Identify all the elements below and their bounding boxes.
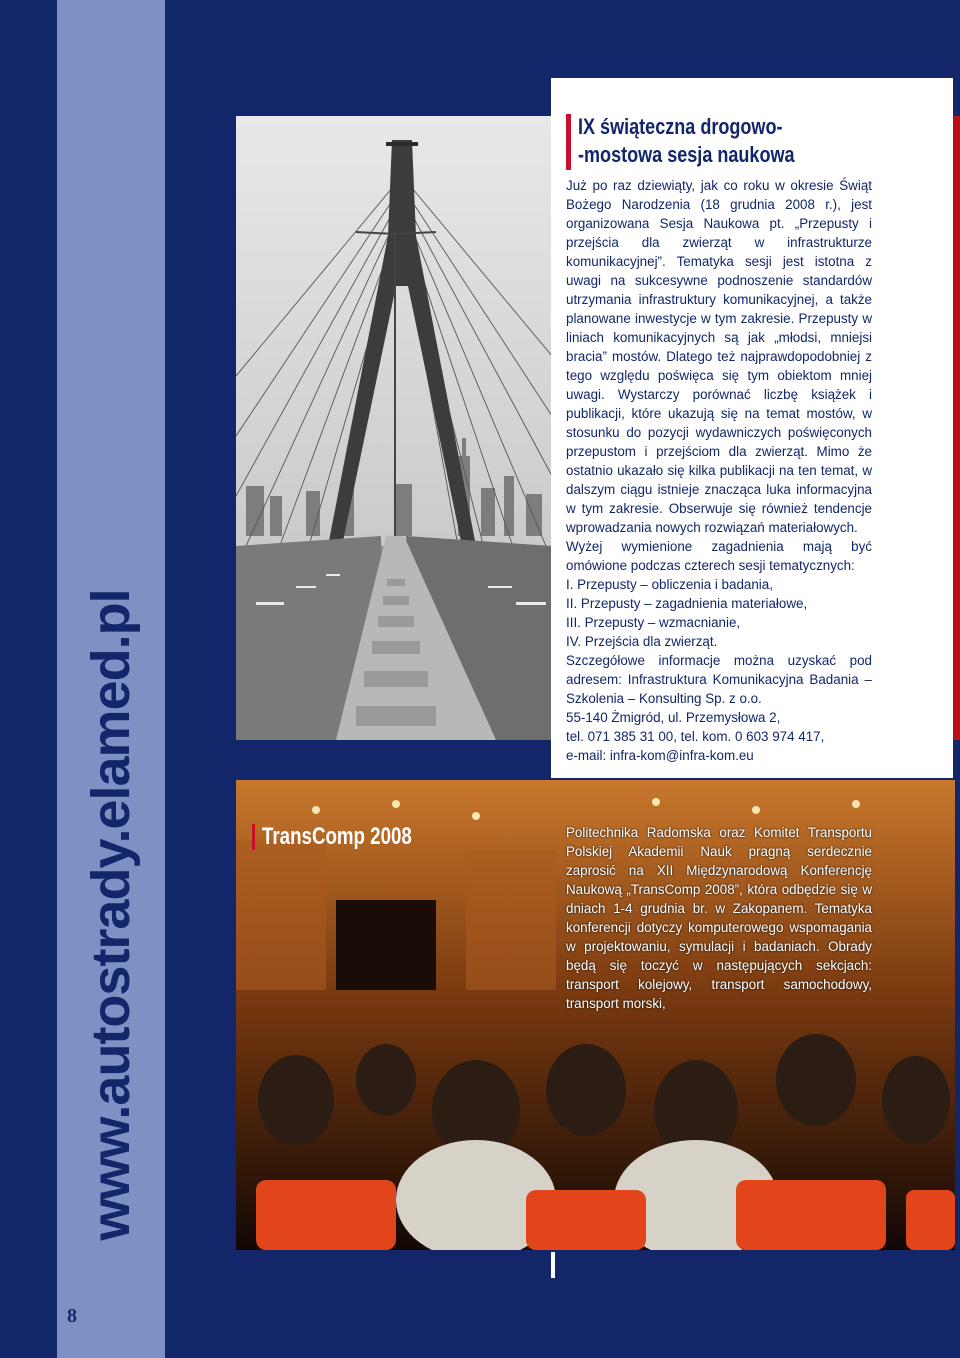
article-paragraph: tel. 071 385 31 00, tel. kom. 0 603 974 417, [566, 729, 825, 744]
page-number: 8 [67, 1305, 77, 1327]
transcomp-body [566, 823, 872, 1013]
column-divider-bottom [551, 1252, 555, 1278]
article-body [566, 176, 872, 765]
bridge-illustration [236, 116, 552, 740]
bridge-photo [236, 116, 552, 740]
article-title-line2: -mostowa sesja naukowa [578, 142, 795, 167]
transcomp-accent-bar [252, 824, 255, 850]
article-paragraph: Wyżej wymienione zagadnienia mają być omówione podczas czterech sesji tematycznych: [566, 539, 872, 573]
website-url[interactable]: www.autostrady.elamed.pl [81, 589, 141, 1241]
article-email[interactable]: e-mail: infra-kom@infra-kom.eu [566, 748, 754, 763]
article-paragraph: 55-140 Żmigród, ul. Przemysłowa 2, [566, 710, 781, 725]
transcomp-paragraph: Politechnika Radomska oraz Komitet Transportu Polskiej Akademii Nauk pragną serdecznie zaprosić na XII Międzynarodową Konferencję Naukową „TransComp 2008”, która odbędzie się w dniach 1-4 grudnia br. w Zakopanem. Tematyka konferencji dotyczy komputerowego wspomagania w projektowaniu, symulacji i badaniach. Obrady będą się toczyć w następujących sekcjach: transport kolejowy, transport samochodowy, transport morski, [566, 825, 872, 1011]
right-edge-accent [953, 116, 960, 740]
article-title-line1: IX świąteczna drogowo- [578, 114, 783, 139]
heading-accent-bar [566, 114, 571, 170]
article-paragraph: II. Przepusty – zagadnienia materiałowe, [566, 596, 808, 611]
article-paragraph: Już po raz dziewiąty, jak co roku w okresie Świąt Bożego Narodzenia (18 grudnia 2008 r.), jest organizowana Sesja Naukowa pt. „Przepusty i przejścia dla zwierząt w infrastrukturze komunikacyjnej”. Tematyka sesji jest istotna z uwagi na sukcesywne podnoszenie standardów utrzymania infrastruktury komunikacyjnej, a także planowane inwestycje w tym zakresie. Przepusty w liniach komunikacyjnych są jak „młodsi, mniejsi bracia” mostów. Dlatego też najprawdopodobniej z tego względu poświęca się tym obiektom mniej uwagi. Wystarczy porównać liczbę książek i publikacji, które ukazują się na temat mostów, w stosunku do pozycji wydawniczych poświęconych przepustom i przejściom dla zwierząt. Mimo że ostatnio ukazało się kilka publikacji na ten temat, w dalszym ciągu istnieje znacząca luka informacyjna w tym zakresie. Obserwuje się również tendencje wprowadzania nowych rozwiązań materiałowych. [566, 178, 872, 535]
transcomp-title: TransComp 2008 [262, 823, 412, 850]
article-title [578, 113, 939, 169]
article-paragraph: III. Przepusty – wzmacnianie, [566, 615, 741, 630]
article-paragraph: I. Przepusty – obliczenia i badania, [566, 577, 773, 592]
column-divider [551, 78, 555, 778]
article-paragraph: Szczegółowe informacje można uzyskać pod adresem: Infrastruktura Komunikacyjna Badania – Szkolenia – Konsulting Sp. z o.o. [566, 653, 872, 706]
article-paragraph: IV. Przejścia dla zwierząt. [566, 634, 718, 649]
